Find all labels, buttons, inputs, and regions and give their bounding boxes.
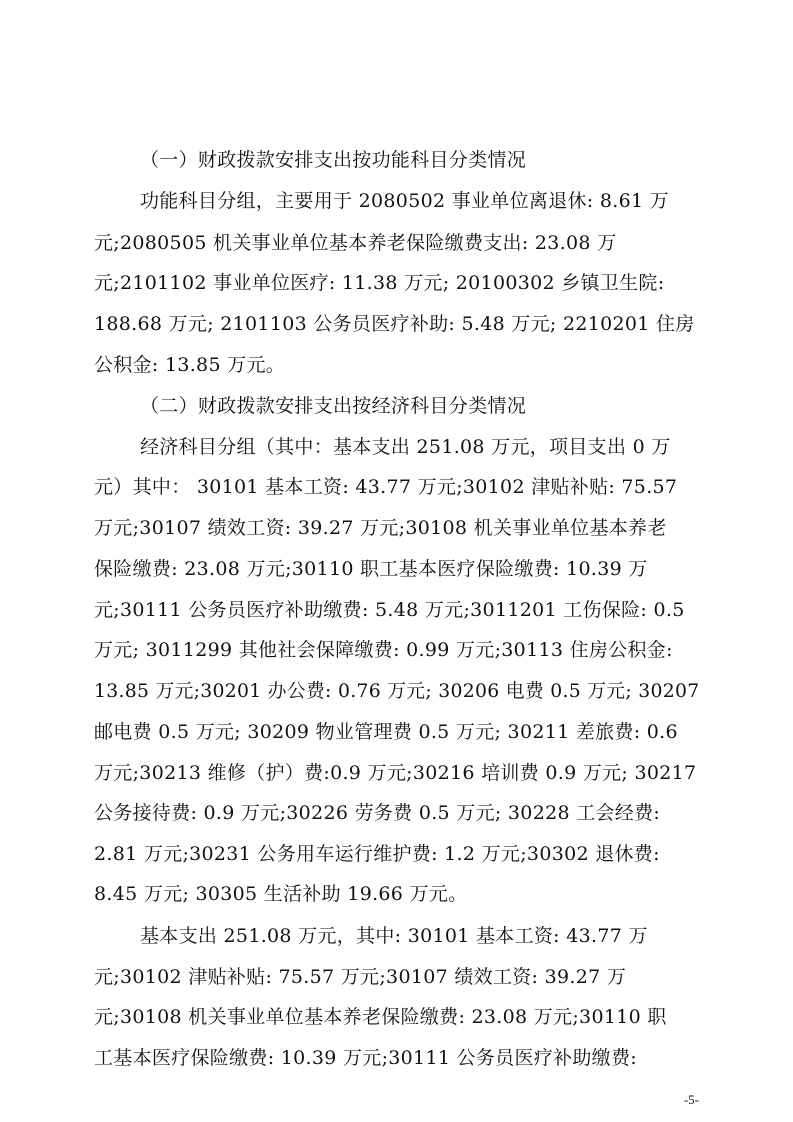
paragraph-line: 13.85 万元;30201 办公费: 0.76 万元; 30206 电费 0.5 万元; 30207 xyxy=(94,680,700,702)
paragraph-line: 功能科目分组，主要用于 2080502 事业单位离退休: 8.61 万 xyxy=(140,190,669,212)
paragraph-line: 2.81 万元;30231 公务用车运行维护费: 1.2 万元;30302 退休费: xyxy=(94,843,660,865)
paragraph-line: 邮电费 0.5 万元; 30209 物业管理费 0.5 万元; 30211 差旅费: 0.6 xyxy=(94,721,678,743)
paragraph-line: 公积金: 13.85 万元。 xyxy=(94,354,286,376)
paragraph-line: 公务接待费: 0.9 万元;30226 劳务费 0.5 万元; 30228 工会经费: xyxy=(94,802,661,824)
section-heading-economic: （二）财政拨款安排支出按经济科目分类情况 xyxy=(140,395,527,417)
paragraph-line: 188.68 万元; 2101103 公务员医疗补助: 5.48 万元; 2210201 住房 xyxy=(94,313,695,335)
paragraph-line: 元;30102 津贴补贴: 75.57 万元;30107 绩效工资: 39.27 万 xyxy=(94,966,627,988)
paragraph-line: 保险缴费: 23.08 万元;30110 职工基本医疗保险缴费: 10.39 万 xyxy=(94,558,648,580)
paragraph-line: 元）其中： 30101 基本工资: 43.77 万元;30102 津贴补贴: 75.57 xyxy=(94,476,678,498)
paragraph-line: 元;30108 机关事业单位基本养老保险缴费: 23.08 万元;30110 职 xyxy=(94,1006,667,1028)
paragraph-line: 万元;30213 维修（护）费:0.9 万元;30216 培训费 0.9 万元; 30217 xyxy=(94,762,697,784)
paragraph-line: 经济科目分组（其中：基本支出 251.08 万元，项目支出 0 万 xyxy=(140,436,671,458)
page-number: -5- xyxy=(683,1092,699,1107)
paragraph-line: 万元;30107 绩效工资: 39.27 万元;30108 机关事业单位基本养老 xyxy=(94,517,667,539)
paragraph-line: 元;2101102 事业单位医疗: 11.38 万元; 20100302 乡镇卫生院: xyxy=(94,272,665,294)
paragraph-line: 8.45 万元; 30305 生活补助 19.66 万元。 xyxy=(94,883,468,905)
paragraph-line: 基本支出 251.08 万元，其中: 30101 基本工资: 43.77 万 xyxy=(140,925,648,947)
paragraph-line: 工基本医疗保险缴费: 10.39 万元;30111 公务员医疗补助缴费: xyxy=(94,1047,637,1069)
paragraph-line: 元;2080505 机关事业单位基本养老保险缴费支出: 23.08 万 xyxy=(94,232,617,254)
section-heading-functional: （一）财政拨款安排支出按功能科目分类情况 xyxy=(140,149,527,171)
paragraph-line: 万元; 3011299 其他社会保障缴费: 0.99 万元;30113 住房公积金: xyxy=(94,639,673,661)
paragraph-line: 元;30111 公务员医疗补助缴费: 5.48 万元;3011201 工伤保险: 0.5 xyxy=(94,599,685,621)
